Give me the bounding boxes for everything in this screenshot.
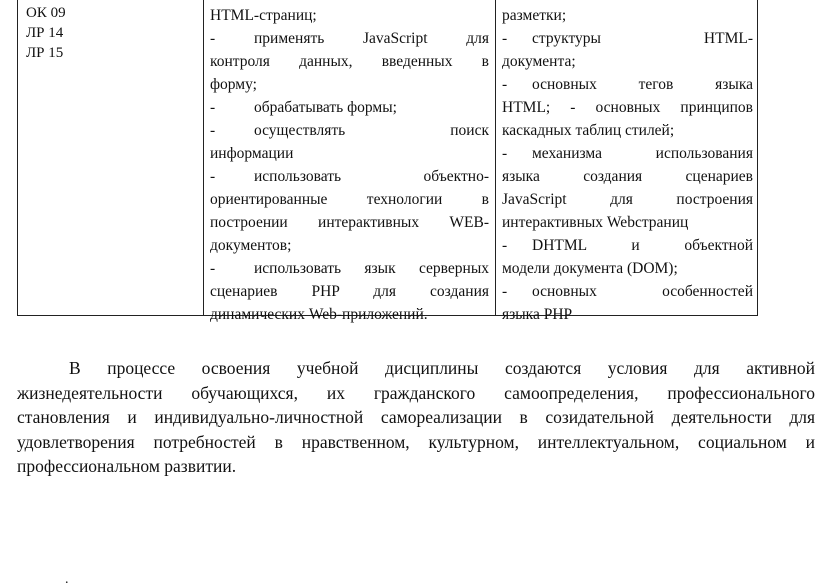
paragraph-line: удовлетворения потребностей в нравственном, культурном, интеллектуальном, социальном и bbox=[17, 431, 815, 452]
cell-line: - осуществлять поиск bbox=[210, 122, 489, 139]
cell-line: сценариев PHP для создания bbox=[210, 283, 489, 300]
cell-line: языка создания сценариев bbox=[502, 168, 753, 185]
code-line: ЛР 14 bbox=[26, 25, 64, 41]
cell-line: - структуры HTML- bbox=[502, 30, 753, 47]
cell-line: JavaScript для построения bbox=[502, 191, 753, 208]
cell-line: - основных тегов языка bbox=[502, 76, 753, 93]
paragraph-line: В процессе освоения учебной дисциплины создаются условия для активной bbox=[69, 358, 815, 378]
paragraph-line: жизнедеятельности обучающихся, их гражданского самоопределения, профессионального bbox=[17, 382, 815, 403]
trailing-mark: . bbox=[65, 572, 69, 587]
cell-line: каскадных таблиц стилей; bbox=[502, 122, 675, 139]
cell-line: информации bbox=[210, 145, 294, 162]
competency-table bbox=[17, 0, 758, 323]
cell-line: - использовать язык серверных bbox=[210, 260, 489, 277]
cell-line: документов; bbox=[210, 237, 292, 254]
paragraph-line: становления и индивидуально-личностной самореализации в созидательной деятельности для bbox=[17, 407, 815, 427]
cell-line: разметки; bbox=[502, 7, 567, 24]
cell-line: модели документа (DOM); bbox=[502, 260, 678, 277]
cell-line: - применять JavaScript для bbox=[210, 30, 489, 47]
skills-cell bbox=[204, 0, 496, 323]
cell-line: - механизма использования bbox=[502, 145, 753, 162]
cell-line: интерактивных Webстраниц bbox=[502, 214, 689, 231]
cell-line: HTML; - основных принципов bbox=[502, 99, 753, 116]
cell-line: документа; bbox=[502, 53, 576, 70]
cell-line: контроля данных, введенных в bbox=[210, 53, 489, 70]
cell-line: форму; bbox=[210, 76, 257, 93]
cell-line: динамических Web-приложений. bbox=[210, 306, 428, 323]
cell-line: построении интерактивных WEB- bbox=[210, 214, 489, 231]
paragraph-line: профессиональном развитии. bbox=[17, 456, 237, 476]
cell-line: - обрабатывать формы; bbox=[210, 99, 397, 116]
knowledge-cell bbox=[496, 0, 757, 323]
cell-line: - использовать объектно- bbox=[210, 168, 489, 185]
codes-cell bbox=[18, 0, 204, 315]
cell-line: языка PHP bbox=[502, 306, 573, 323]
cell-line: HTML-страниц; bbox=[210, 7, 317, 24]
cell-line: ориентированные технологии в bbox=[210, 191, 489, 208]
body-paragraph bbox=[17, 356, 815, 479]
code-line: ОК 09 bbox=[26, 5, 66, 21]
code-line: ЛР 15 bbox=[26, 45, 64, 61]
cell-line: - основных особенностей bbox=[502, 283, 753, 300]
cell-line: - DHTML и объектной bbox=[502, 237, 753, 254]
